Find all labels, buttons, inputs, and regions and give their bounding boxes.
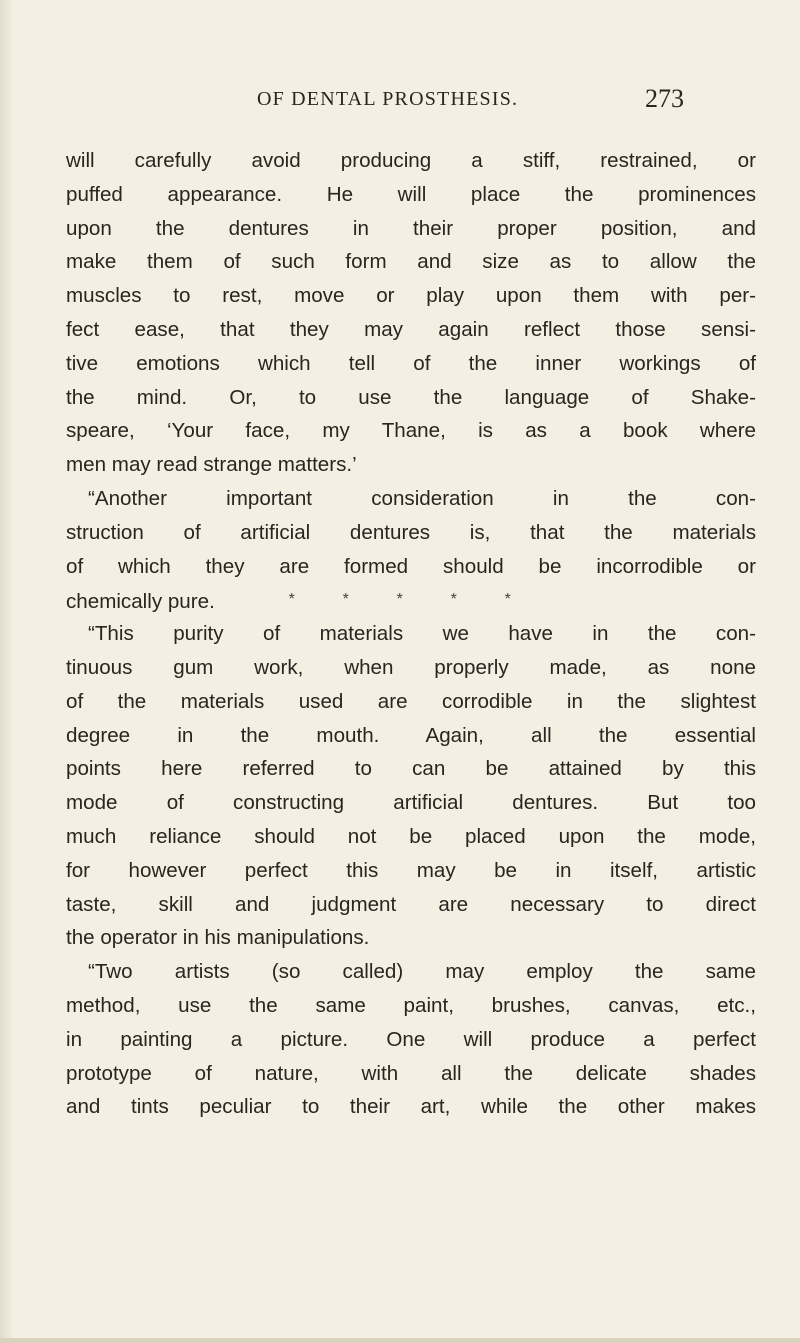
- body-text: [66, 144, 756, 1124]
- text-line: struction of artificial dentures is, that the materials: [66, 520, 756, 544]
- text-line: muscles to rest, move or play upon them with per-: [66, 284, 756, 308]
- text-line: points here referred to can be attained by this: [66, 757, 756, 781]
- text-line: mode of constructing artificial dentures. But too: [66, 791, 756, 815]
- running-head: OF DENTAL PROSTHESIS.: [257, 88, 519, 110]
- text-line: for however perfect this may be in itself, artistic: [66, 858, 756, 882]
- text-line: will carefully avoid producing a stiff, restrained, or: [66, 149, 756, 172]
- page-header: [0, 84, 800, 128]
- text-line: of which they are formed should be incorrodible or: [66, 554, 756, 578]
- asterisk: *: [450, 591, 457, 609]
- text-line: speare, ‘Your face, my Thane, is as a book where: [66, 419, 756, 443]
- text-line: “Another important consideration in the con-: [88, 486, 756, 510]
- text-line: tinuous gum work, when properly made, as none: [66, 655, 756, 679]
- page-number: 273: [645, 84, 684, 113]
- asterisk: *: [288, 591, 295, 609]
- text-line: chemically pure.: [66, 590, 215, 614]
- text-line-with-asterisks: [66, 583, 756, 617]
- text-line: make them of such form and size as to allow the: [66, 250, 756, 274]
- text-line: the operator in his manipulations.: [66, 926, 370, 950]
- page-bottom-edge: [0, 1338, 800, 1343]
- text-line: much reliance should not be placed upon the mode,: [66, 824, 756, 848]
- text-line: of the materials used are corrodible in the slightest: [66, 689, 756, 713]
- text-line: in painting a picture. One will produce a perfect: [66, 1027, 756, 1051]
- page-edge: [0, 0, 14, 1343]
- text-line: and tints peculiar to their art, while the other makes: [66, 1095, 756, 1119]
- text-line: degree in the mouth. Again, all the essential: [66, 723, 756, 747]
- asterisk: *: [342, 591, 349, 609]
- text-line: prototype of nature, with all the delicate shades: [66, 1061, 756, 1085]
- asterisk: *: [504, 591, 511, 609]
- text-line: puffed appearance. He will place the prominences: [66, 182, 756, 206]
- text-line: the mind. Or, to use the language of Shake-: [66, 385, 756, 409]
- text-line: “Two artists (so called) may employ the same: [88, 960, 756, 984]
- asterisk: *: [396, 591, 403, 609]
- text-line: “This purity of materials we have in the con-: [88, 622, 756, 646]
- text-line: men may read strange matters.’: [66, 453, 357, 477]
- text-line: fect ease, that they may again reflect those sensi-: [66, 317, 756, 341]
- text-line: method, use the same paint, brushes, canvas, etc.,: [66, 993, 756, 1017]
- text-line: tive emotions which tell of the inner workings of: [66, 351, 756, 375]
- text-line: taste, skill and judgment are necessary to direct: [66, 892, 756, 916]
- text-line: upon the dentures in their proper position, and: [66, 216, 756, 240]
